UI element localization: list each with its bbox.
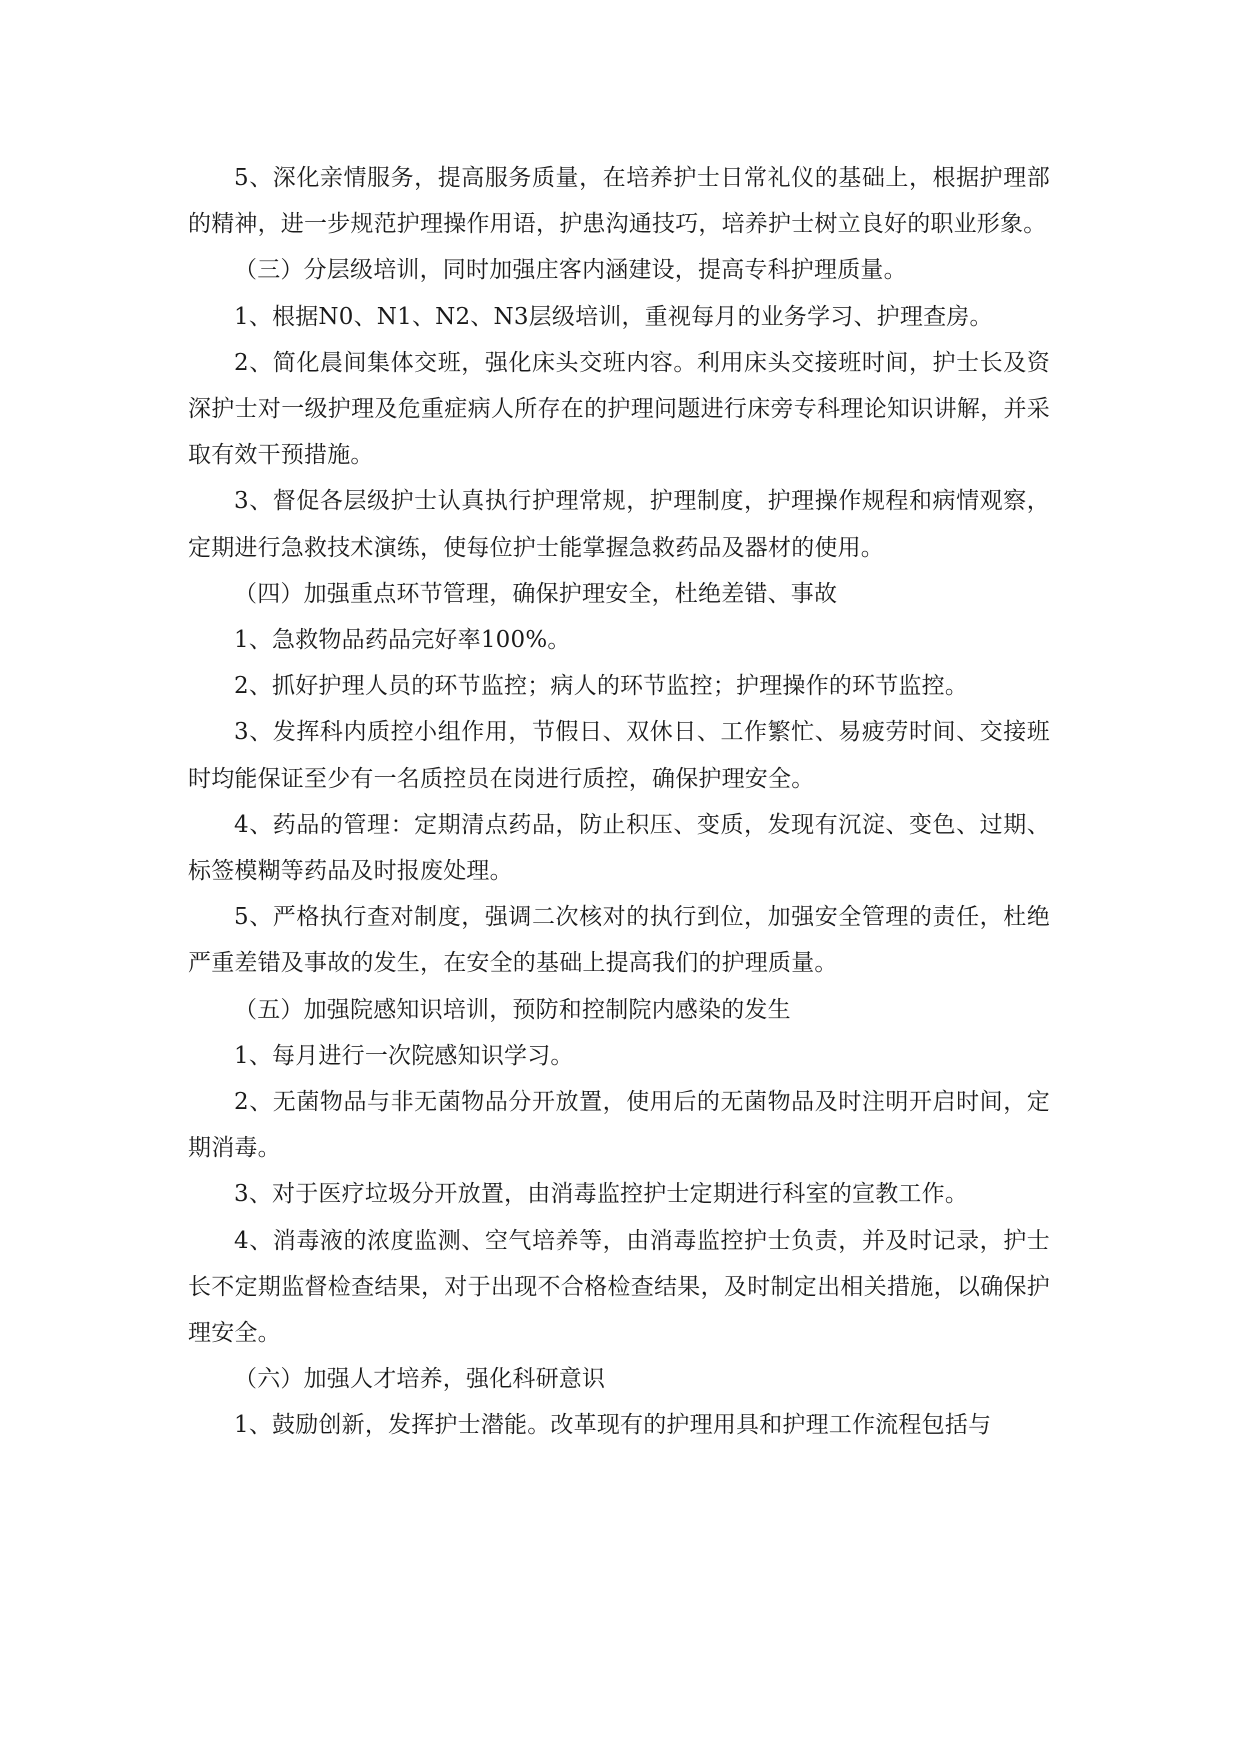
section-heading: （五）加强院感知识培训，预防和控制院内感染的发生: [234, 996, 791, 1023]
paragraph: 1、急救物品药品完好率100%。: [234, 627, 571, 654]
paragraph: 4、药品的管理：定期清点药品，防止积压、变质，发现有沉淀、变色、过期、标签模糊等药品及时报废处理。: [188, 811, 1050, 885]
paragraph: 5、深化亲情服务，提高服务质量，在培养护士日常礼仪的基础上，根据护理部的精神，进一步规范护理操作用语，护患沟通技巧，培养护士树立良好的职业形象。: [188, 165, 1050, 238]
section-heading: （四）加强重点环节管理，确保护理安全，杜绝差错、事故: [234, 580, 838, 607]
paragraph: 5、严格执行查对制度，强调二次核对的执行到位，加强安全管理的责任，杜绝严重差错及事故的发生，在安全的基础上提高我们的护理质量。: [188, 904, 1050, 977]
paragraph: 3、发挥科内质控小组作用，节假日、双休日、工作繁忙、易疲劳时间、交接班时均能保证至少有一名质控员在岗进行质控，确保护理安全。: [188, 719, 1050, 792]
paragraph: 2、无菌物品与非无菌物品分开放置，使用后的无菌物品及时注明开启时间，定期消毒。: [188, 1089, 1050, 1162]
paragraph: 1、根据N0、N1、N2、N3层级培训，重视每月的业务学习、护理查房。: [234, 303, 993, 330]
paragraph: 1、鼓励创新，发挥护士潜能。改革现有的护理用具和护理工作流程包括与: [234, 1412, 992, 1439]
section-heading: （三）分层级培训，同时加强庄客内涵建设，提高专科护理质量。: [234, 257, 907, 284]
paragraph: 4、消毒液的浓度监测、空气培养等，由消毒监控护士负责，并及时记录，护士长不定期监督检查结果，对于出现不合格检查结果，及时制定出相关措施，以确保护理安全。: [188, 1227, 1050, 1347]
paragraph: 1、每月进行一次院感知识学习。: [234, 1042, 574, 1069]
section-heading: （六）加强人才培养，强化科研意识: [234, 1366, 606, 1393]
paragraph: 3、对于医疗垃圾分开放置，由消毒监控护士定期进行科室的宣教工作。: [234, 1181, 969, 1208]
document-body: [188, 155, 1050, 1449]
paragraph: 2、抓好护理人员的环节监控；病人的环节监控；护理操作的环节监控。: [234, 673, 969, 700]
paragraph: 3、督促各层级护士认真执行护理常规，护理制度，护理操作规程和病情观察，定期进行急救技术演练，使每位护士能掌握急救药品及器材的使用。: [188, 488, 1050, 561]
paragraph: 2、简化晨间集体交班，强化床头交班内容。利用床头交接班时间，护士长及资深护士对一级护理及危重症病人所存在的护理问题进行床旁专科理论知识讲解，并采取有效干预措施。: [188, 349, 1050, 469]
